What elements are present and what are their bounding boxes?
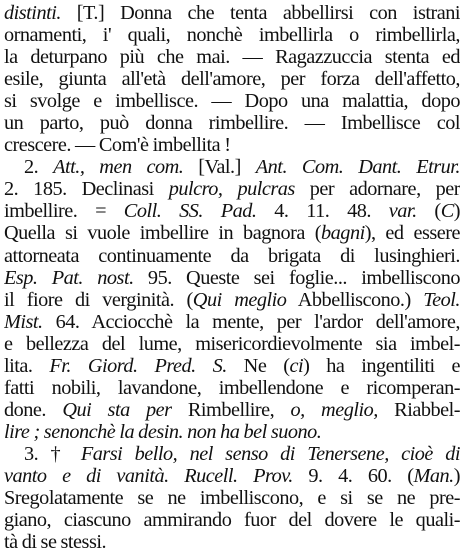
- text-line: [4, 267, 460, 289]
- text-run: 95. Queste sei foglie... imbelliscono: [133, 266, 460, 289]
- text-run: si svolge e imbellisce. — Dopo una malattia, dopo: [4, 90, 460, 113]
- text-run: crescere. — Com'è imbellita !: [4, 134, 231, 157]
- italic-text-run: var.: [388, 200, 417, 223]
- italic-text-run: Att., men com.: [53, 156, 184, 179]
- italic-text-run: Rucell. Prov.: [184, 464, 293, 487]
- text-line: [4, 2, 460, 24]
- text-run: attorneata continuamente da brigata di lusinghieri.: [4, 244, 460, 267]
- text-line: [4, 487, 460, 509]
- text-line: [4, 509, 460, 531]
- text-line: [4, 222, 460, 244]
- text-run: 9. 4. 60. (: [292, 464, 414, 487]
- text-line: [4, 156, 460, 178]
- text-run: Rimbellire,: [171, 398, 291, 421]
- text-run: ), ed essere: [364, 222, 460, 245]
- text-run: il fiore di verginità. (: [4, 288, 193, 311]
- text-run: un parto, può donna rimbellire. — Imbellisce col: [4, 112, 460, 135]
- text-run: e bellezza del lume, misericordievolmente sia imbel-: [4, 332, 460, 355]
- italic-text-run: Man.: [413, 464, 454, 487]
- text-line: [4, 333, 460, 355]
- text-line: [4, 311, 460, 333]
- entry-text-column: [4, 2, 460, 553]
- text-line: [4, 134, 460, 156]
- italic-text-run: Ant. Com. Dant. Etrur.: [255, 156, 460, 179]
- italic-text-run: Farsi bello, nel senso di Tenersene, cioè di: [80, 442, 460, 465]
- text-line: [4, 245, 460, 267]
- text-run: imbellire. =: [4, 200, 124, 223]
- italic-text-run: Fr. Giord. Pred. S.: [49, 354, 227, 377]
- text-line: [4, 200, 460, 222]
- text-run: 4. 11. 48.: [256, 200, 389, 223]
- text-run: giano, ciascuno ammirando fuor del dovere le quali-: [4, 509, 460, 532]
- text-line: [4, 46, 460, 68]
- text-line: [4, 68, 460, 90]
- text-run: done.: [4, 398, 63, 421]
- italic-text-run: ci: [289, 354, 304, 377]
- text-run: 3. †: [24, 442, 81, 465]
- text-line: [4, 355, 460, 377]
- text-run: [Val.]: [183, 156, 256, 179]
- text-line: [4, 178, 460, 200]
- italic-text-run: pulcro, pulcras: [168, 178, 295, 201]
- italic-text-run: Mist.: [4, 310, 43, 333]
- italic-text-run: Coll. SS. Pad.: [123, 200, 257, 223]
- text-run: Ne (: [226, 354, 290, 377]
- text-line: [4, 112, 460, 134]
- italic-text-run: C: [440, 200, 454, 223]
- text-line: [4, 531, 460, 553]
- italic-text-run: bagni: [321, 222, 365, 245]
- text-line: [4, 90, 460, 112]
- italic-text-run: Qui sta per: [62, 398, 172, 421]
- text-line: [4, 289, 460, 311]
- italic-text-run: lire ; senonchè la desin. non ha bel suono.: [4, 420, 322, 443]
- text-line: [4, 377, 460, 399]
- text-run: ornamenti, i' quali, nonchè imbellirla o rimbellirla,: [4, 24, 460, 47]
- text-run: [T.] Donna che tenta abbellirsi con istrani: [60, 2, 460, 24]
- italic-text-run: distinti.: [4, 2, 61, 24]
- text-run: la deturpano più che mai. — Ragazzuccia stenta ed: [4, 46, 460, 69]
- text-line: [4, 465, 460, 487]
- text-run: Quella si vuole imbellire in bagnora (: [4, 222, 322, 245]
- text-run: 2.: [24, 156, 54, 179]
- text-line: [4, 421, 460, 443]
- text-run: 2. 185. Declinasi: [4, 178, 169, 201]
- text-run: Riabbel-: [377, 398, 460, 421]
- text-run: [169, 465, 185, 487]
- text-run: 64. Acciocchè la mente, per l'ardor dell'amore,: [42, 310, 460, 333]
- text-run: ): [453, 200, 460, 223]
- italic-text-run: o, meglio,: [290, 398, 378, 421]
- text-run: per adornare, per: [294, 178, 460, 201]
- text-run: lita.: [4, 354, 50, 377]
- text-run: ) ha ingentiliti e: [303, 354, 460, 377]
- italic-text-run: Teol.: [423, 288, 460, 311]
- text-run: esile, giunta all'età dell'amore, per forza dell'affetto,: [4, 68, 460, 91]
- text-run: ): [453, 464, 460, 487]
- text-run: Sregolatamente se ne imbelliscono, e si se ne pre-: [4, 487, 460, 510]
- text-line: [4, 443, 460, 465]
- italic-text-run: Qui meglio: [192, 288, 287, 311]
- text-run: Abbelliscono.): [286, 288, 424, 311]
- text-line: [4, 399, 460, 421]
- text-line: [4, 24, 460, 46]
- text-run: (: [416, 200, 441, 223]
- text-run: tà di se stessi.: [4, 531, 107, 553]
- text-run: fatti nobili, lavandone, imbellendone e ricomperan-: [4, 376, 460, 399]
- italic-text-run: vanto e di vanità.: [4, 464, 169, 487]
- italic-text-run: Esp. Pat. nost.: [4, 266, 134, 289]
